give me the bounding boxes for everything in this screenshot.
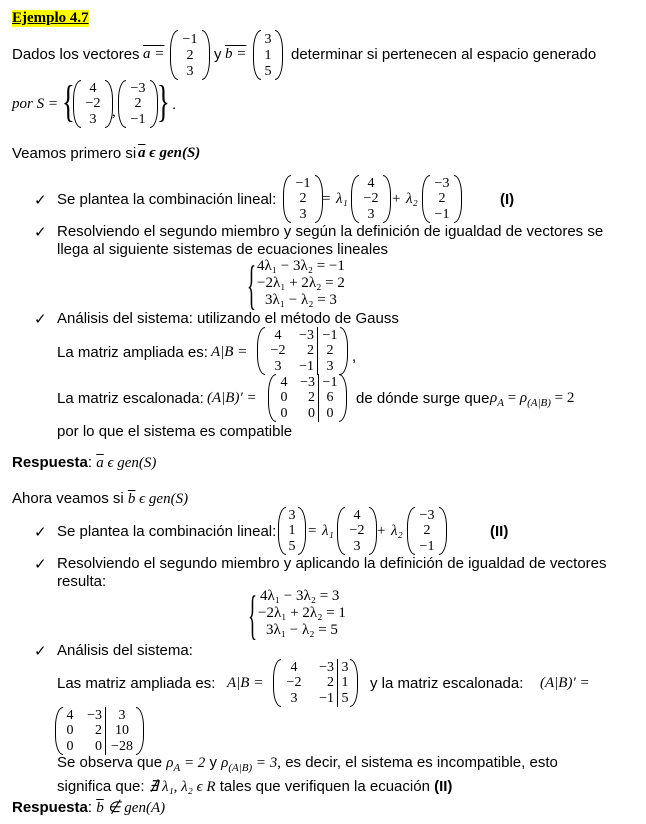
am-r1c1: 2 bbox=[307, 343, 314, 359]
ahora-label: Ahora veamos si bbox=[12, 490, 124, 507]
a-v1: 2 bbox=[186, 47, 194, 63]
lambda2-2: λ₂ bbox=[391, 523, 403, 539]
a-eq-label: a = bbox=[143, 46, 165, 62]
qa-r2c2: 5 bbox=[341, 690, 349, 706]
cb-v1: 1 bbox=[288, 523, 296, 539]
rank-eq-mid: = bbox=[507, 390, 517, 406]
s2-v2: −1 bbox=[130, 111, 146, 127]
comb2-eq: = bbox=[308, 523, 317, 539]
rho-ab-sub: (A|B) bbox=[527, 397, 551, 409]
comb-eq: = bbox=[322, 191, 331, 207]
resolviendo-line-2: llega al siguiente sistemas de ecuaciones lineales bbox=[57, 241, 389, 258]
b-v1: 1 bbox=[264, 47, 272, 63]
qa-r1c1: 2 bbox=[327, 675, 334, 691]
qa-r0c2: 3 bbox=[341, 660, 349, 676]
am-r0c1: −3 bbox=[299, 328, 314, 344]
qe-r0c2: 3 bbox=[118, 708, 126, 724]
q-escalonada-label: y la matriz escalonada: bbox=[370, 675, 524, 692]
escalonada-label: La matriz escalonada: bbox=[57, 390, 204, 407]
rank-eq-two: = 2 bbox=[554, 390, 575, 406]
qa-r2c0: 3 bbox=[290, 690, 298, 706]
significa-tag: (II) bbox=[434, 778, 453, 795]
qe-r1c2: 10 bbox=[115, 723, 129, 739]
comb2-plus: + bbox=[377, 523, 386, 539]
lambda1-2: λ₁ bbox=[322, 523, 334, 539]
c2s2-v0: −3 bbox=[419, 508, 435, 524]
es-r1c1: 2 bbox=[308, 390, 315, 406]
analisis2-text: Análisis del sistema: bbox=[57, 642, 193, 659]
rank-equation bbox=[490, 390, 574, 409]
combination-label-2: Se plantea la combinación lineal: bbox=[57, 523, 277, 540]
cs1-v2: 3 bbox=[367, 206, 375, 222]
q-ampliada-eq: A|B = bbox=[227, 675, 264, 691]
respuesta-1: Respuesta: $\overline{a}$ ϵ gen(S) bbox=[12, 454, 157, 471]
sys1-eq2: −2λ₁ + 2λ₂ = 2 bbox=[257, 275, 345, 291]
sys2-eq1: 4λ₁ − 3λ₂ = 3 bbox=[260, 588, 340, 604]
qe-r2c1: 0 bbox=[95, 738, 102, 754]
qe-r1c1: 2 bbox=[95, 723, 102, 739]
es-r1c2: 6 bbox=[326, 390, 334, 406]
c2s1-v0: 4 bbox=[353, 508, 361, 524]
respuesta-1-label: Respuesta bbox=[12, 454, 88, 471]
check-icon: ✓ bbox=[34, 311, 47, 328]
comb-s2-vector bbox=[422, 175, 462, 223]
cb-v2: 5 bbox=[288, 538, 296, 554]
am-r0c2: −1 bbox=[322, 328, 338, 344]
combination-label: Se plantea la combinación lineal: bbox=[57, 191, 277, 208]
c2s1-v2: 3 bbox=[353, 538, 361, 554]
lambda2: λ₂ bbox=[406, 191, 418, 207]
comb2-s2-vector bbox=[407, 507, 447, 555]
ca-v2: 3 bbox=[299, 206, 307, 222]
check-icon: ✓ bbox=[34, 556, 47, 573]
compatible-text: por lo que el sistema es compatible bbox=[57, 423, 293, 440]
s-vector-1 bbox=[73, 80, 113, 128]
ca-v0: −1 bbox=[295, 176, 311, 192]
observa-text-1: Se observa que bbox=[57, 754, 163, 771]
cs1-v1: −2 bbox=[363, 191, 379, 207]
es-r2c2: 0 bbox=[326, 405, 334, 421]
am-r0c0: 4 bbox=[274, 328, 282, 344]
qe-r0c0: 4 bbox=[66, 708, 74, 724]
q-ampliada-matrix bbox=[273, 659, 358, 707]
rho-a: ρ bbox=[490, 390, 498, 406]
a-v0: −1 bbox=[182, 31, 198, 47]
es-r2c0: 0 bbox=[280, 405, 288, 421]
es-r0c0: 4 bbox=[280, 375, 288, 391]
significa-text: significa que: bbox=[57, 778, 145, 795]
b-eq-label: b = bbox=[225, 46, 247, 62]
b-v2: 5 bbox=[264, 63, 272, 79]
qa-r1c0: −2 bbox=[286, 675, 302, 691]
lambda1: λ₁ bbox=[336, 191, 348, 207]
cs2-v2: −1 bbox=[434, 206, 450, 222]
observa-y: y bbox=[209, 754, 217, 771]
am-r2c0: 3 bbox=[274, 358, 282, 374]
example-title: Ejemplo 4.7 bbox=[12, 10, 89, 26]
escalonada-matrix bbox=[268, 374, 347, 422]
s2-v1: 2 bbox=[134, 96, 142, 112]
qe-r0c1: −3 bbox=[87, 708, 102, 724]
de-donde-text: de dónde surge que bbox=[356, 390, 490, 407]
resolviendo-line-1: Resolviendo el segundo miembro y según la definición de igualdad de vectores se bbox=[57, 223, 604, 240]
significa-text-2: tales que verifiquen la ecuación bbox=[219, 778, 430, 795]
equation-tag-2: (II) bbox=[490, 523, 509, 540]
respuesta-2-label: Respuesta bbox=[12, 799, 88, 816]
check-icon: ✓ bbox=[34, 224, 47, 241]
s-label: por S = bbox=[12, 96, 58, 112]
b-v0: 3 bbox=[264, 31, 272, 47]
rho-ab: ρ bbox=[519, 390, 528, 406]
y-connector: y bbox=[214, 46, 222, 63]
s-period: . bbox=[172, 96, 177, 113]
check-icon: ✓ bbox=[34, 192, 47, 209]
a-v2: 3 bbox=[186, 63, 194, 79]
rho-a-sub: A bbox=[497, 397, 504, 409]
escalonada-eq: (A|B)′ = bbox=[207, 390, 257, 406]
s1-v0: 4 bbox=[89, 81, 97, 97]
sys1-eq3: 3λ₁ − λ₂ = 3 bbox=[265, 292, 337, 308]
intro-text: Dados los vectores bbox=[12, 46, 140, 63]
am-r1c2: 2 bbox=[326, 343, 334, 359]
observa-text-2: es decir, el sistema es incompatible, esto bbox=[285, 754, 558, 771]
sys1-eq1: 4λ₁ − 3λ₂ = −1 bbox=[257, 258, 345, 274]
system-1 bbox=[257, 258, 345, 309]
ahora-text: Ahora veamos si $\overline{b}$ ϵ gen(S) bbox=[12, 490, 189, 507]
q-escalonada-eq: (A|B)′ = bbox=[540, 675, 590, 691]
c2s2-v1: 2 bbox=[423, 523, 431, 539]
es-r0c2: −1 bbox=[322, 375, 338, 391]
comb-s1-vector bbox=[351, 175, 391, 223]
system-2 bbox=[258, 588, 346, 639]
qa-r0c1: −3 bbox=[319, 660, 334, 676]
significa-math: ∄ λ₁, λ₂ ϵ R bbox=[148, 779, 216, 795]
ampliada-comma: , bbox=[352, 348, 357, 365]
c2s1-v1: −2 bbox=[349, 523, 365, 539]
analisis-text: Análisis del sistema: utilizando el método de Gauss bbox=[57, 310, 399, 327]
respuesta-2: Respuesta: $\overline{b}$ ∉ gen(A) bbox=[12, 799, 166, 816]
system-2-brace: { bbox=[248, 585, 258, 645]
a-vector-col bbox=[178, 30, 202, 80]
qa-r1c2: 1 bbox=[341, 675, 349, 691]
qa-r2c1: −1 bbox=[319, 690, 334, 706]
am-r1c0: −2 bbox=[270, 343, 286, 359]
s-brace-left: { bbox=[62, 77, 75, 126]
comb-plus: + bbox=[392, 191, 401, 207]
cs2-v0: −3 bbox=[434, 176, 450, 192]
ampliada-label: La matriz ampliada es: bbox=[57, 344, 208, 361]
q-ampliada-label: Las matriz ampliada es: bbox=[57, 675, 216, 692]
s-comma: , bbox=[112, 104, 116, 120]
check-icon: ✓ bbox=[34, 643, 47, 660]
s-brace-right: } bbox=[157, 77, 170, 126]
q-escalonada-matrix bbox=[55, 707, 144, 755]
am-r2c2: 3 bbox=[326, 358, 334, 374]
ca-v1: 2 bbox=[299, 191, 307, 207]
am-r2c1: −1 bbox=[299, 358, 314, 374]
sys2-eq3: 3λ₁ − λ₂ = 5 bbox=[266, 622, 338, 638]
qa-r0c0: 4 bbox=[290, 660, 298, 676]
qe-r2c0: 0 bbox=[66, 738, 74, 754]
qe-r2c2: −28 bbox=[111, 738, 133, 754]
qe-r1c0: 0 bbox=[66, 723, 74, 739]
s-vector-2 bbox=[118, 80, 158, 128]
s1-v2: 3 bbox=[89, 111, 97, 127]
s1-v1: −2 bbox=[85, 96, 101, 112]
cb-v0: 3 bbox=[288, 508, 296, 524]
significa-line bbox=[57, 777, 452, 796]
ampliada-matrix bbox=[257, 327, 348, 375]
c2s2-v2: −1 bbox=[419, 538, 435, 554]
b-vector bbox=[253, 30, 283, 80]
veamos-math: $\overline{a}$ ϵ gen(S) bbox=[138, 145, 201, 161]
comb-a-vector bbox=[283, 175, 323, 223]
equation-tag-1: (I) bbox=[500, 191, 515, 208]
observa-line: Se observa que $\rho_A = 2$ y $\rho_{(A|B)} = 3$, es decir, el sistema es incompatible, esto bbox=[57, 754, 558, 774]
sys2-eq2: −2λ₁ + 2λ₂ = 1 bbox=[258, 605, 346, 621]
resolviendo2-line-1: Resolviendo el segundo miembro y aplicando la definición de igualdad de vectores bbox=[57, 555, 607, 572]
cs2-v1: 2 bbox=[438, 191, 446, 207]
comb-b-vector bbox=[278, 507, 306, 555]
es-r0c1: −3 bbox=[300, 375, 315, 391]
intro-text-2: determinar si pertenecen al espacio generado bbox=[291, 46, 597, 63]
s2-v0: −3 bbox=[130, 81, 146, 97]
ampliada-eq: A|B = bbox=[211, 344, 248, 360]
system-1-brace: { bbox=[247, 255, 257, 315]
a-vector bbox=[170, 30, 210, 80]
comb2-s1-vector bbox=[337, 507, 377, 555]
veamos-text: Veamos primero si bbox=[12, 145, 137, 162]
check-icon: ✓ bbox=[34, 524, 47, 541]
es-r1c0: 0 bbox=[280, 390, 288, 406]
cs1-v0: 4 bbox=[367, 176, 375, 192]
resolviendo2-line-2: resulta: bbox=[57, 573, 107, 590]
es-r2c1: 0 bbox=[308, 405, 315, 421]
